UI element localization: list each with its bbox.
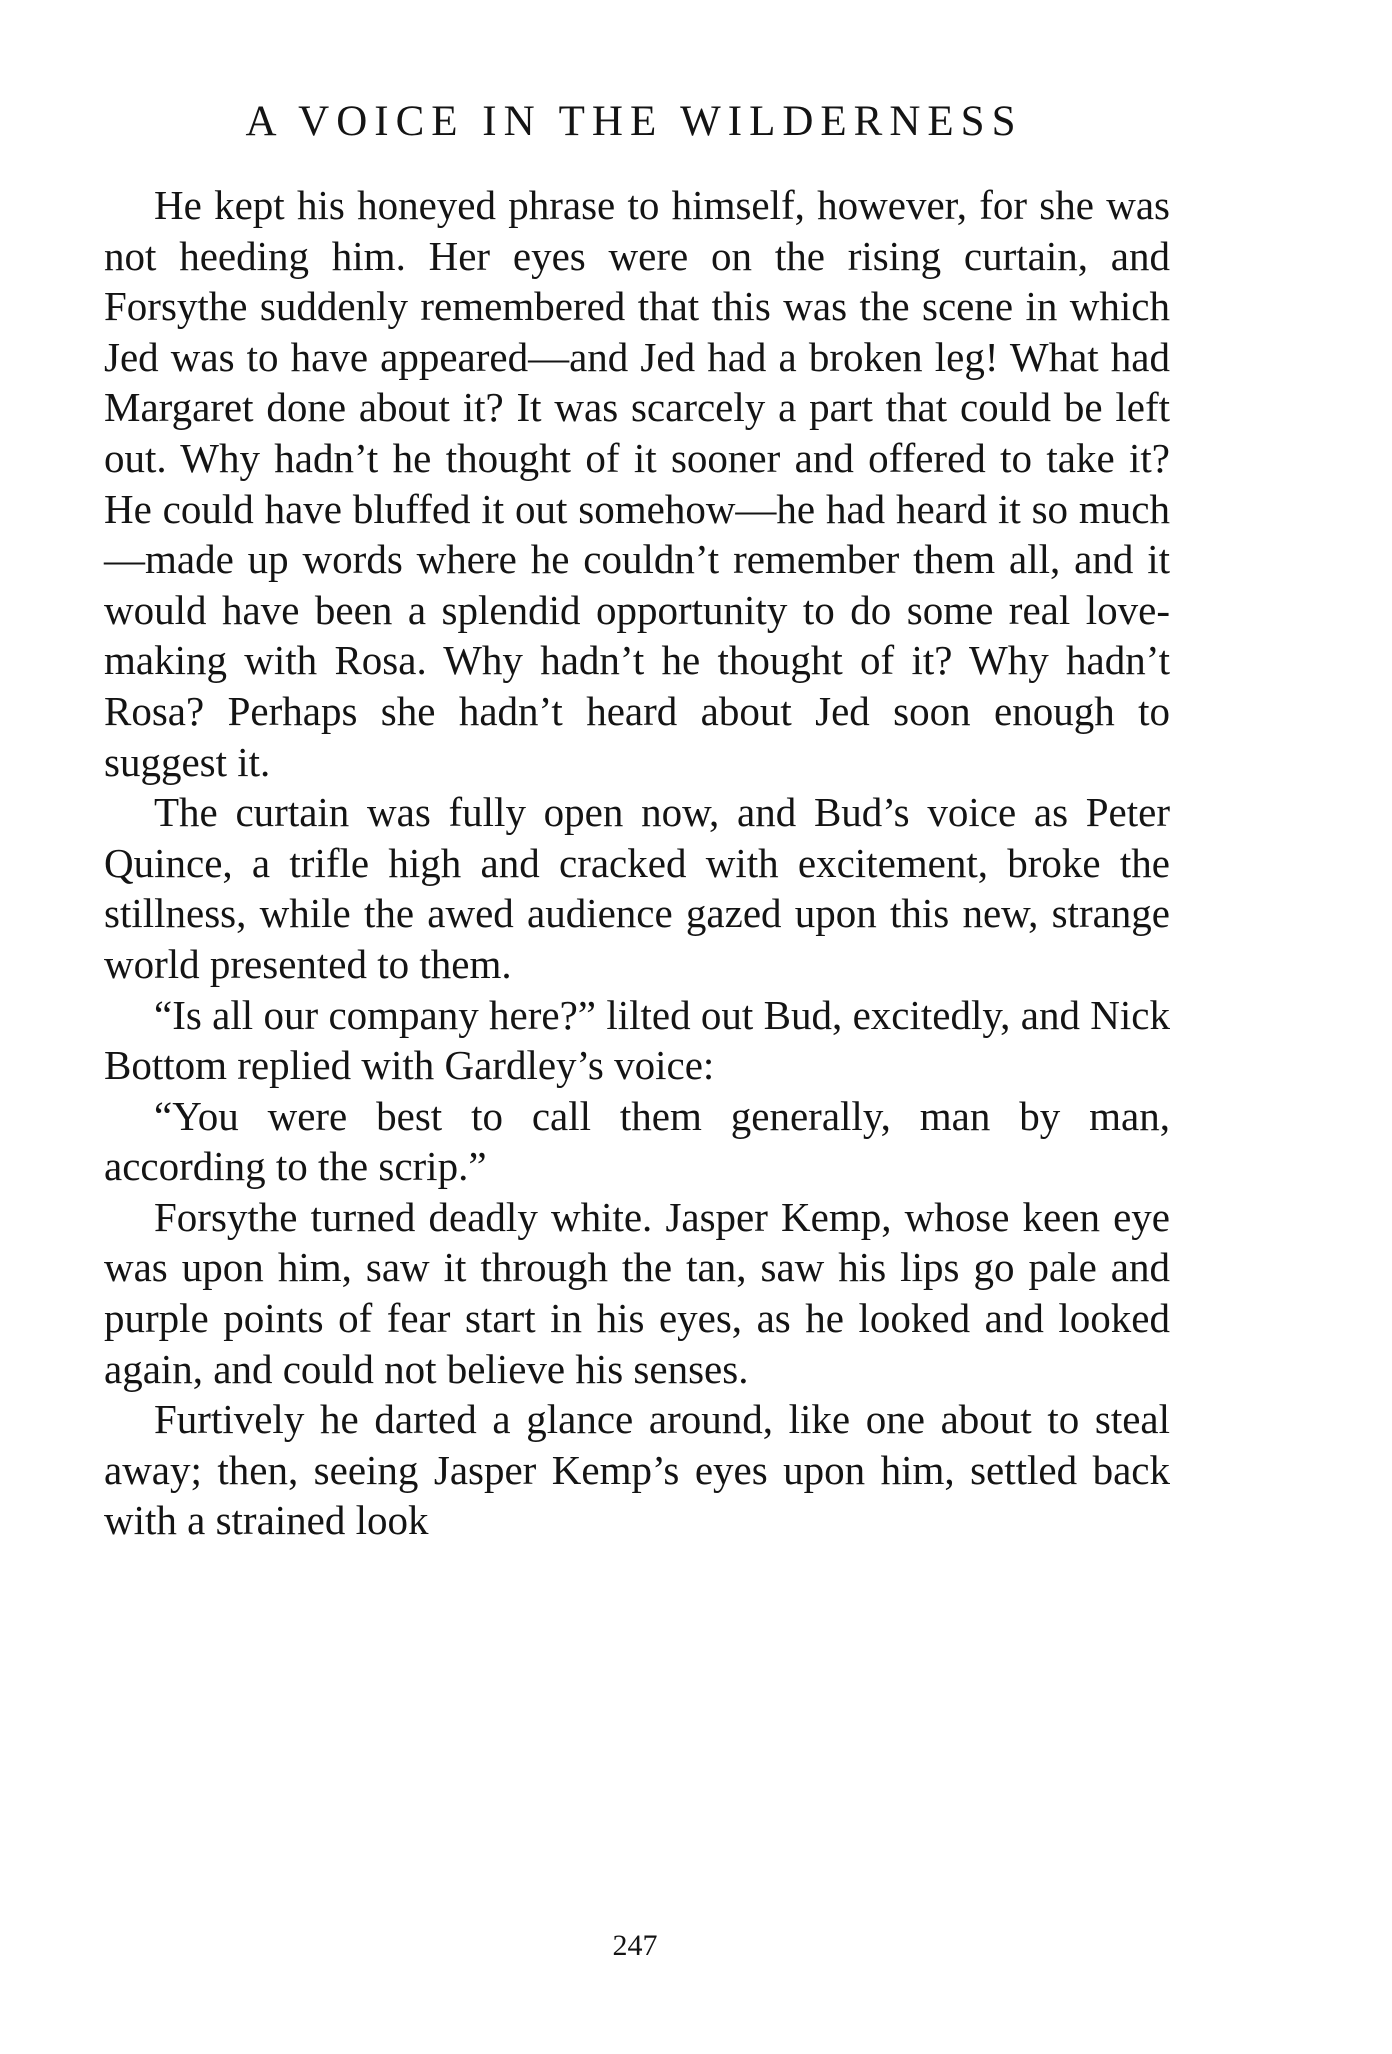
paragraph: “You were best to call them generally, man by man, according to the scrip.”	[104, 1092, 1170, 1190]
paragraph: The curtain was fully open now, and Bud’s voice as Peter Quince, a trifle high and cracked with excitement, broke the stillness, while the awed audience gazed upon this new, strange world presented to them.	[104, 789, 1170, 987]
body-text	[104, 180, 1170, 1546]
page-number: 247	[612, 1929, 658, 1962]
paragraph: Forsythe turned deadly white. Jasper Kemp, whose keen eye was upon him, saw it through the tan, saw his lips go pale and purple points of fear start in his eyes, as he looked and looked again, and could not believe his senses.	[104, 1193, 1170, 1392]
paragraph: Furtively he darted a glance around, like one about to steal away; then, seeing Jasper Kemp’s eyes upon him, settled back with a strained look	[104, 1396, 1170, 1544]
paragraph: “Is all our company here?” lilted out Bud, excitedly, and Nick Bottom replied with Gardley’s voice:	[104, 991, 1170, 1089]
paragraph: He kept his honeyed phrase to himself, however, for she was not heeding him. Her eyes were on the rising curtain, and Forsythe suddenly remembered that this was the scene in which Jed was to have appeared—and Jed had a broken leg! What had Margaret done about it? It was scarcely a part that could be left out. Why hadn’t he thought of it sooner and offered to take it? He could have bluffed it out somehow—he had heard it so much—made up words where he couldn’t remember them all, and it would have been a splendid opportunity to do some real love-making with Rosa. Why hadn’t he thought of it? Why hadn’t Rosa? Perhaps she hadn’t heard about Jed soon enough to suggest it.	[104, 182, 1170, 785]
running-head: A VOICE IN THE WILDERNESS	[245, 98, 1023, 145]
